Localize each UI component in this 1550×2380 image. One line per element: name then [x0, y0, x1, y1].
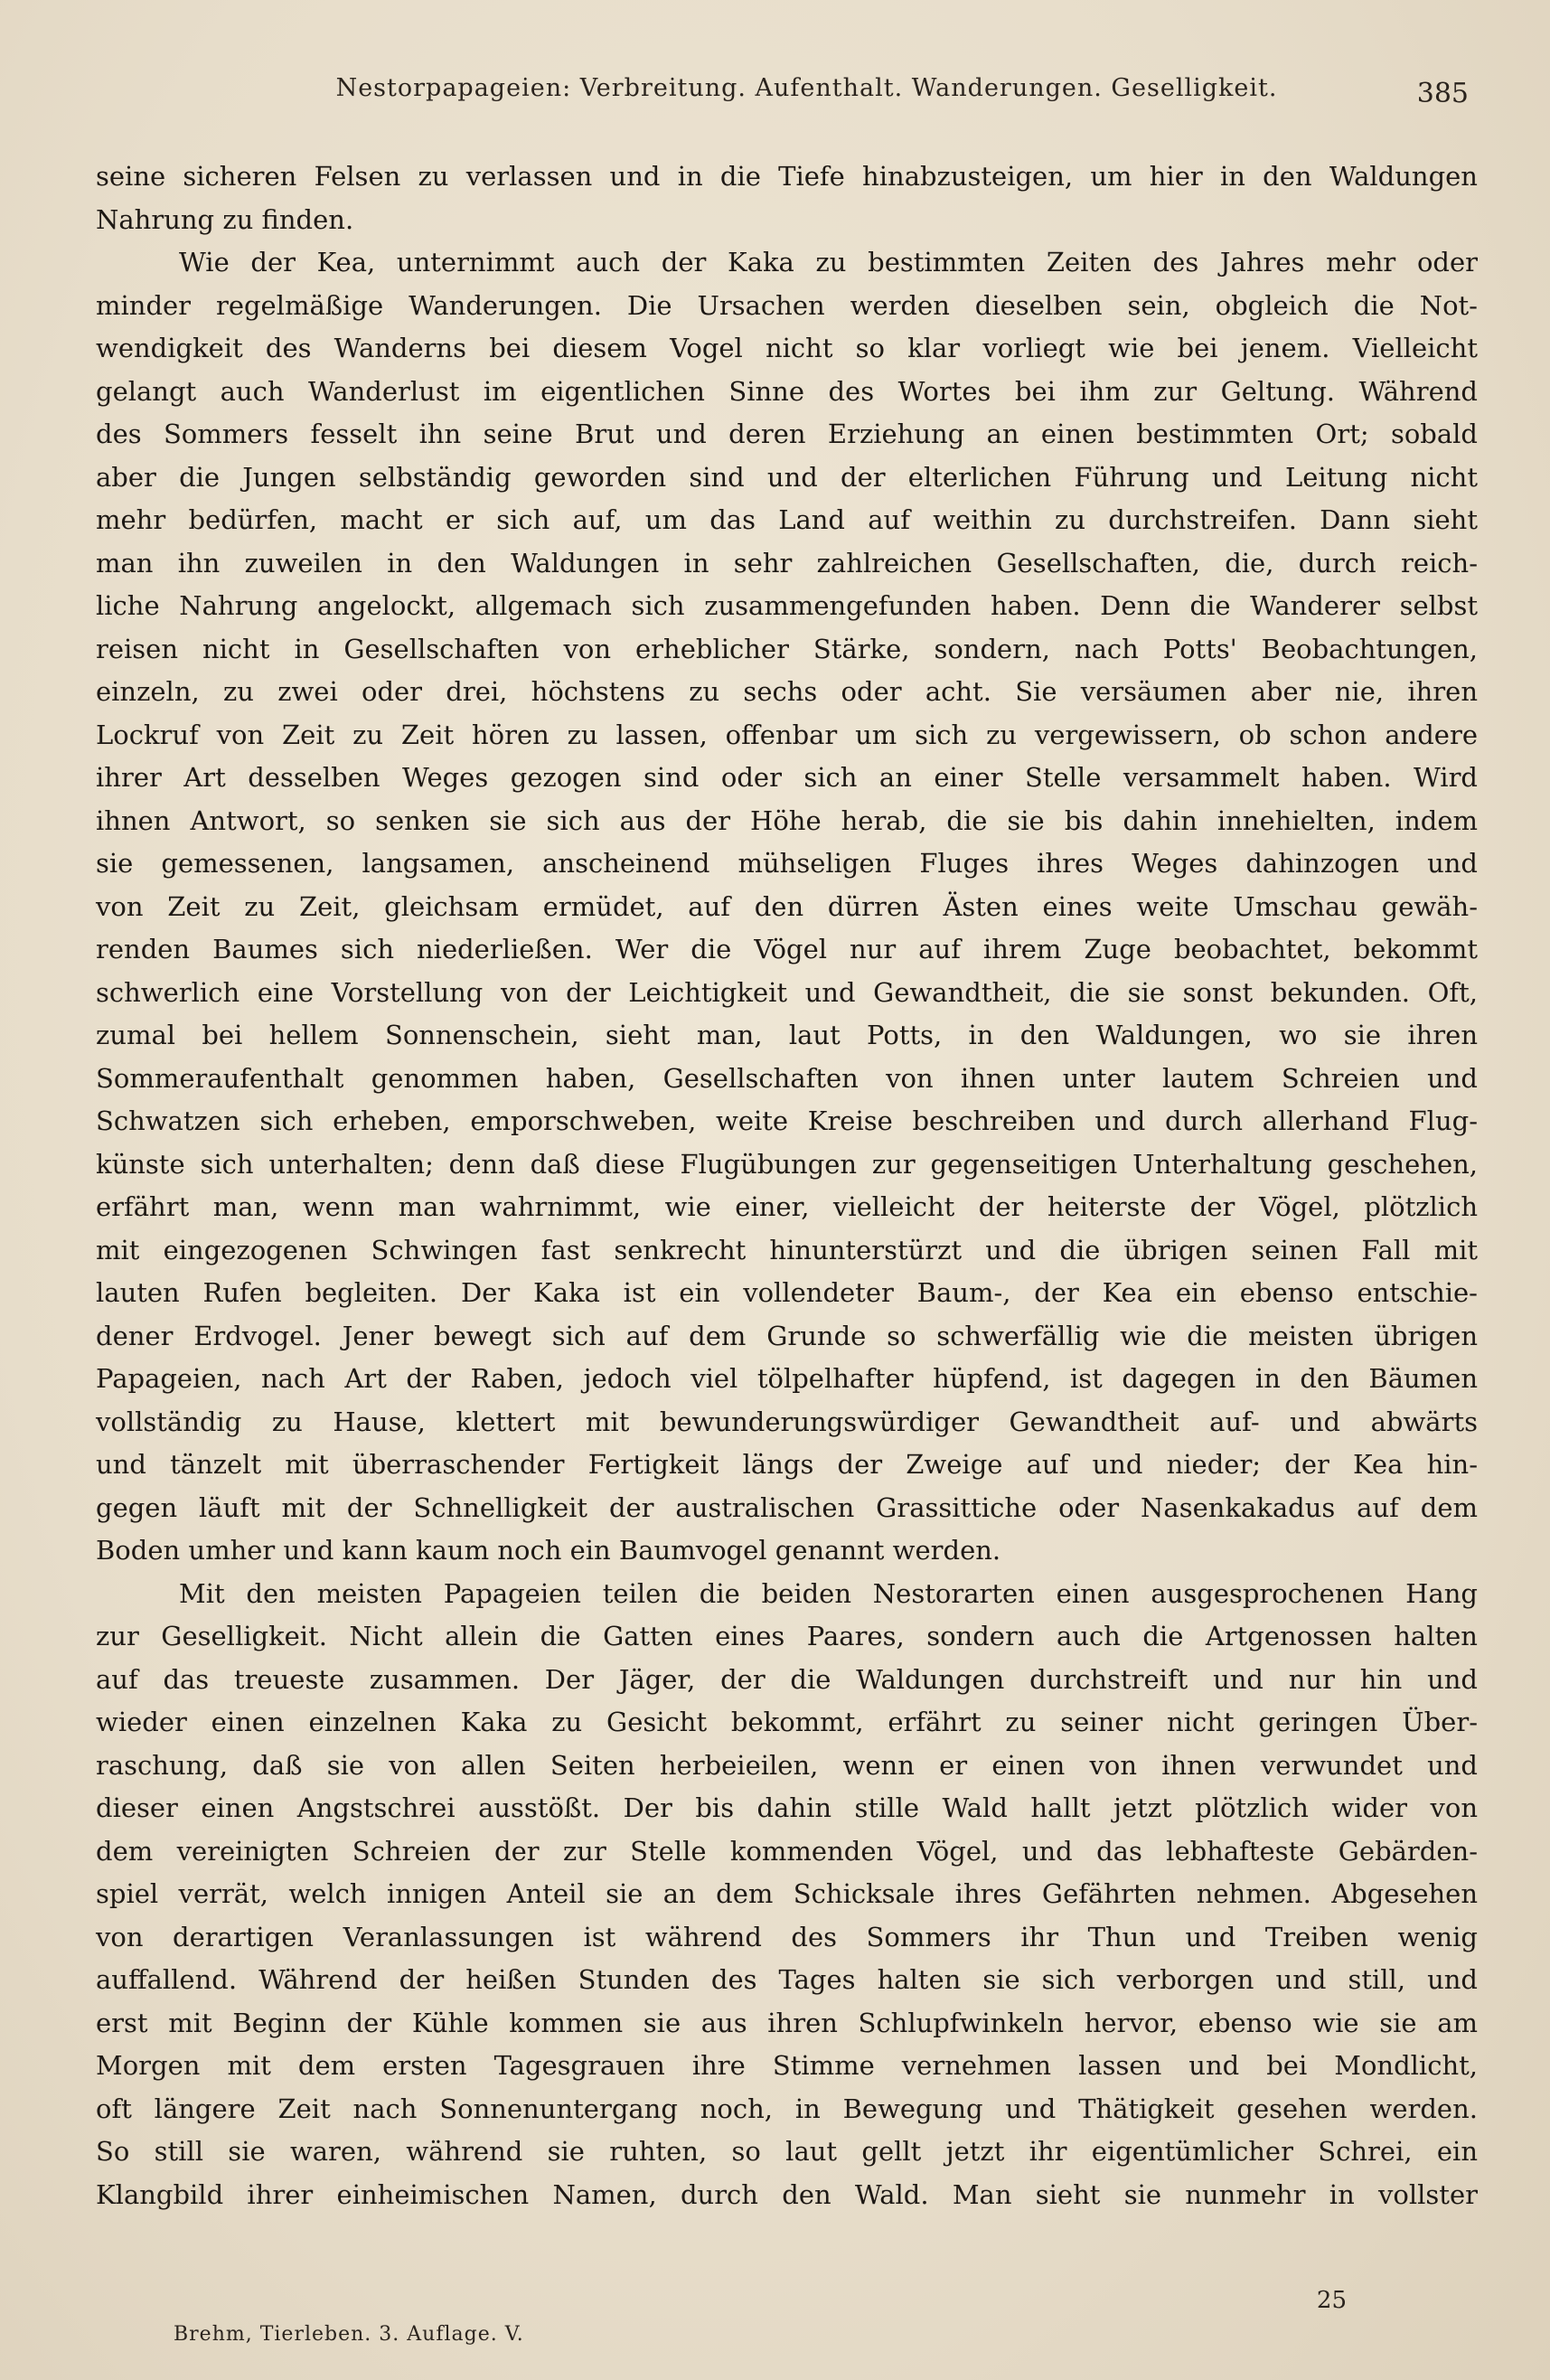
text-line: spiel verrät, welch innigen Anteil sie an dem Schicksale ihres Gefährten nehmen. Abgesehen [96, 1878, 1478, 1909]
paragraph [96, 155, 1478, 241]
running-head: Nestorpapageien: Verbreitung. Aufenthalt. Wanderungen. Geselligkeit. [335, 74, 1278, 102]
text-line: ihrer Art desselben Weges gezogen sind oder sich an einer Stelle versammelt haben. Wird [96, 762, 1478, 793]
text-line: Boden umher und kann kaum noch ein Baumvogel genannt werden. [96, 1535, 1001, 1566]
text-line: oft längere Zeit nach Sonnenuntergang noch, in Bewegung und Thätigkeit gesehen werden. [96, 2093, 1478, 2124]
text-line: wieder einen einzelnen Kaka zu Gesicht bekommt, erfährt zu seiner nicht geringen Über- [96, 1707, 1478, 1737]
text-line: des Sommers fesselt ihn seine Brut und deren Erziehung an einen bestimmten Ort; sobald [96, 419, 1478, 449]
text-line: zur Geselligkeit. Nicht allein die Gatten eines Paares, sondern auch die Artgenossen halten [96, 1621, 1478, 1651]
text-line: Morgen mit dem ersten Tagesgrauen ihre Stimme vernehmen lassen und bei Mondlicht, [96, 2050, 1478, 2081]
text-line: auffallend. Während der heißen Stunden des Tages halten sie sich verborgen und still, und [96, 1964, 1478, 1995]
text-line: raschung, daß sie von allen Seiten herbeieilen, wenn er einen von ihnen verwundet und [96, 1749, 1478, 1781]
printer-signature: Brehm, Tierleben. 3. Auflage. V. [174, 2323, 524, 2346]
text-line: renden Baumes sich niederließen. Wer die Vögel nur auf ihrem Zuge beobachtet, bekommt [96, 934, 1478, 964]
text-line: auf das treueste zusammen. Der Jäger, der die Waldungen durchstreift und nur hin und [96, 1663, 1478, 1695]
text-line: mit eingezogenen Schwingen fast senkrecht hinunterstürzt und die übrigen seinen Fall mit [96, 1234, 1478, 1265]
text-line: künste sich unterhalten; denn daß diese Flugübungen zur gegenseitigen Unterhaltung geschehen, [96, 1148, 1478, 1180]
body-text [96, 155, 1478, 2216]
text-line: ihnen Antwort, so senken sie sich aus der Höhe herab, die sie bis dahin innehielten, indem [96, 804, 1478, 836]
text-line: liche Nahrung angelockt, allgemach sich zusammengefunden haben. Denn die Wanderer selbst [96, 590, 1478, 621]
text-line: Schwatzen sich erheben, emporschweben, weite Kreise beschreiben und durch allerhand Flug- [96, 1105, 1478, 1136]
page-header [145, 74, 1469, 119]
text-line: lauten Rufen begleiten. Der Kaka ist ein vollendeter Baum-, der Kea ein ebenso entschie- [96, 1277, 1478, 1308]
text-line: Sommeraufenthalt genommen haben, Gesellschaften von ihnen unter lautem Schreien und [96, 1062, 1478, 1094]
text-line: sie gemessenen, langsamen, anscheinend mühseligen Fluges ihres Weges dahinzogen und [96, 848, 1478, 879]
text-line: So still sie waren, während sie ruhten, so laut gellt jetzt ihr eigentümlicher Schrei, ein [96, 2136, 1478, 2167]
text-line: dener Erdvogel. Jener bewegt sich auf dem Grunde so schwerfällig wie die meisten übrigen [96, 1320, 1478, 1351]
text-line: und tänzelt mit überraschender Fertigkeit längs der Zweige auf und nieder; der Kea hin- [96, 1449, 1478, 1480]
text-line: Lockruf von Zeit zu Zeit hören zu lassen, offenbar um sich zu vergewissern, ob schon andere [96, 719, 1478, 750]
sheet-number: 25 [1316, 2287, 1347, 2314]
text-line: Klangbild ihrer einheimischen Namen, durch den Wald. Man sieht sie nunmehr in vollster [96, 2178, 1478, 2210]
text-line: gelangt auch Wanderlust im eigentlichen Sinne des Wortes bei ihm zur Geltung. Während [96, 375, 1478, 407]
text-line: Mit den meisten Papageien teilen die beiden Nestorarten einen ausgesprochenen Hang [179, 1577, 1478, 1609]
text-line: minder regelmäßige Wanderungen. Die Ursachen werden dieselben sein, obgleich die Not- [96, 289, 1478, 321]
paragraph [96, 1573, 1478, 2217]
text-line: dieser einen Angstschrei ausstößt. Der bis dahin stille Wald hallt jetzt plötzlich wider von [96, 1792, 1478, 1823]
text-line: aber die Jungen selbständig geworden sind und der elterlichen Führung und Leitung nicht [96, 461, 1478, 493]
text-line: erfährt man, wenn man wahrnimmt, wie einer, vielleicht der heiterste der Vögel, plötzlich [96, 1191, 1478, 1222]
paragraph [96, 241, 1478, 1573]
text-line: gegen läuft mit der Schnelligkeit der australischen Grassittiche oder Nasenkakadus auf dem [96, 1491, 1478, 1523]
text-line: wendigkeit des Wanderns bei diesem Vogel nicht so klar vorliegt wie bei jenem. Vielleicht [96, 333, 1478, 363]
text-line: schwerlich eine Vorstellung von der Leichtigkeit und Gewandtheit, die sie sonst bekunden. Oft, [96, 976, 1478, 1008]
text-line: seine sicheren Felsen zu verlassen und in die Tiefe hinabzusteigen, um hier in den Waldungen [96, 161, 1478, 192]
text-line: man ihn zuweilen in den Waldungen in sehr zahlreichen Gesellschaften, die, durch reich- [96, 547, 1478, 579]
text-line: einzeln, zu zwei oder drei, höchstens zu sechs oder acht. Sie versäumen aber nie, ihren [96, 676, 1478, 707]
text-line: von derartigen Veranlassungen ist während des Sommers ihr Thun und Treiben wenig [96, 1921, 1478, 1952]
page-footer [174, 2287, 1347, 2350]
text-line: von Zeit zu Zeit, gleichsam ermüdet, auf den dürren Ästen eines weite Umschau gewäh- [96, 890, 1478, 922]
page-number: 385 [1416, 78, 1469, 109]
text-line: erst mit Beginn der Kühle kommen sie aus ihren Schlupfwinkeln hervor, ebenso wie sie am [96, 2007, 1478, 2038]
text-line: mehr bedürfen, macht er sich auf, um das Land auf weithin zu durchstreifen. Dann sieht [96, 504, 1478, 535]
text-line: vollständig zu Hause, klettert mit bewunderungswürdiger Gewandtheit auf- und abwärts [96, 1406, 1478, 1437]
text-line: zumal bei hellem Sonnenschein, sieht man, laut Potts, in den Waldungen, wo sie ihren [96, 1020, 1478, 1050]
text-line: dem vereinigten Schreien der zur Stelle kommenden Vögel, und das lebhafteste Gebärden- [96, 1835, 1478, 1867]
text-line: Nahrung zu finden. [96, 203, 354, 235]
text-line: Papageien, nach Art der Raben, jedoch viel tölpelhafter hüpfend, ist dagegen in den Bäumen [96, 1363, 1478, 1394]
text-line: reisen nicht in Gesellschaften von erheblicher Stärke, sondern, nach Potts' Beobachtungen, [96, 633, 1478, 664]
text-line: Wie der Kea, unternimmt auch der Kaka zu bestimmten Zeiten des Jahres mehr oder [179, 247, 1478, 278]
